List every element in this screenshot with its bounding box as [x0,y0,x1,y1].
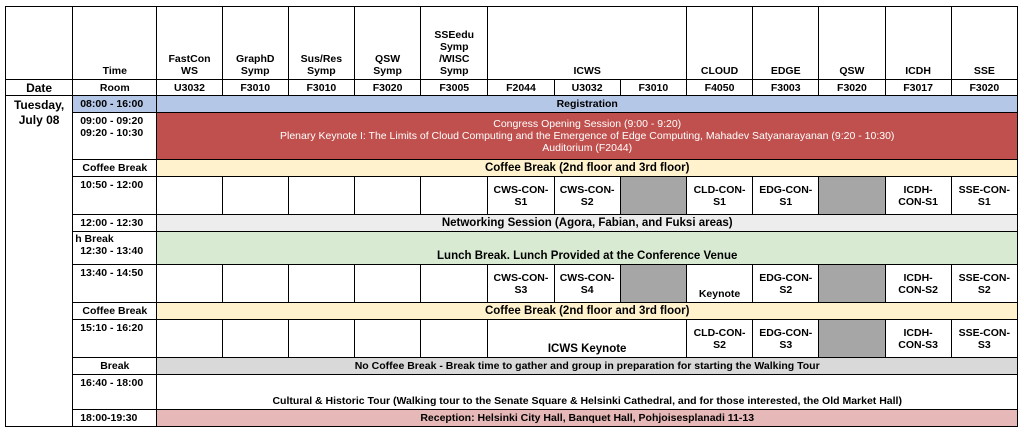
session-row-2 [6,265,1018,303]
session1-susres [288,177,354,215]
room-fastcon: U3032 [157,80,222,96]
room-susres: F3010 [288,80,354,96]
session3-edge: EDG-CON- S3 [753,320,819,358]
date-cell: Tuesday, July 08 [6,96,73,427]
session1-sseedu [421,177,488,215]
header-date: Date [6,80,73,96]
session2-sse: SSE-CON- S2 [951,265,1017,303]
session1-edge: EDG-CON- S1 [753,177,819,215]
tour-time: 16:40 - 18:00 [73,375,157,410]
tour-row [6,375,1018,410]
room-graphd: F3010 [222,80,288,96]
session1-cloud: CLD-CON- S1 [686,177,752,215]
networking-row [6,215,1018,232]
header-date-blank [6,7,73,80]
opening-time: 09:00 - 09:20 09:20 - 10:30 [73,113,157,160]
session2-qsw-symp [354,265,420,303]
room-cloud: F4050 [686,80,752,96]
session3-time: 15:10 - 16:20 [73,320,157,358]
session1-icws-2: CWS-CON- S2 [554,177,620,215]
lunch-time: h Break 12:30 - 13:40 [73,232,157,265]
header-room: Room [73,80,157,96]
coffee-break-label-1: Coffee Break [73,160,157,177]
session1-time: 10:50 - 12:00 [73,177,157,215]
session1-icws-1: CWS-CON- S1 [488,177,554,215]
registration-time: 08:00 - 16:00 [73,96,157,113]
header-icws: ICWS [488,7,687,80]
registration-cell: Registration [157,96,1018,113]
reception-time: 18:00-19:30 [73,410,157,427]
session2-icws-1: CWS-CON- S3 [488,265,554,303]
session1-icdh: ICDH- CON-S1 [885,177,951,215]
header-edge: EDGE [753,7,819,80]
session3-graphd [222,320,288,358]
session2-qsw-unused [819,265,885,303]
coffee-break-row-2 [6,303,1018,320]
coffee-break-cell-2: Coffee Break (2nd floor and 3rd floor) [157,303,1018,320]
reception-row [6,410,1018,427]
session2-time: 13:40 - 14:50 [73,265,157,303]
session3-qsw-symp [354,320,420,358]
registration-row [6,96,1018,113]
header-qsw-symp: QSW Symp [354,7,420,80]
header-cloud: CLOUD [686,7,752,80]
networking-time: 12:00 - 12:30 [73,215,157,232]
networking-cell: Networking Session (Agora, Fabian, and Fuksi areas) [157,215,1018,232]
header-icdh: ICDH [885,7,951,80]
break-cell: No Coffee Break - Break time to gather and group in preparation for starting the Walking Tour [157,358,1018,375]
session2-susres [288,265,354,303]
header-graphd: GraphD Symp [222,7,288,80]
header-fastcon: FastCon WS [157,7,222,80]
coffee-break-row-1 [6,160,1018,177]
lunch-row [6,232,1018,265]
session1-qsw-unused [819,177,885,215]
break-row [6,358,1018,375]
session2-graphd [222,265,288,303]
session2-icws-2: CWS-CON- S4 [554,265,620,303]
header-row [6,7,1018,80]
session3-sse: SSE-CON- S3 [951,320,1017,358]
room-edge: F3003 [753,80,819,96]
session2-sseedu [421,265,488,303]
session2-cloud-keynote: Keynote [686,265,752,303]
opening-cell: Congress Opening Session (9:00 - 9:20) Plenary Keynote I: The Limits of Cloud Computing and the Emergence of Edge Computing, Mahadev Satyanarayanan (9:20 - 10:30) Auditorium (F2044) [157,113,1018,160]
session2-icdh: ICDH- CON-S2 [885,265,951,303]
session3-cloud: CLD-CON- S2 [686,320,752,358]
opening-row [6,113,1018,160]
header-qsw: QSW [819,7,885,80]
session3-susres [288,320,354,358]
header-time: Time [73,7,157,80]
session1-fastcon [157,177,222,215]
header-sseedu: SSEedu Symp /WISC Symp [421,7,488,80]
lunch-cell: Lunch Break. Lunch Provided at the Conference Venue [157,232,1018,265]
header-sse: SSE [951,7,1017,80]
session2-fastcon [157,265,222,303]
room-row [6,80,1018,96]
session3-icdh: ICDH- CON-S3 [885,320,951,358]
session1-sse: SSE-CON- S1 [951,177,1017,215]
session1-qsw-symp [354,177,420,215]
session3-qsw-unused [819,320,885,358]
session2-edge: EDG-CON- S2 [753,265,819,303]
room-qsw: F3020 [819,80,885,96]
tour-cell: Cultural & Historic Tour (Walking tour to the Senate Square & Helsinki Cathedral, and for those interested, the Old Market Hall) [157,375,1018,410]
reception-cell: Reception: Helsinki City Hall, Banquet Hall, Pohjoisesplanadi 11-13 [157,410,1018,427]
room-qsw-symp: F3020 [354,80,420,96]
session1-graphd [222,177,288,215]
header-susres: Sus/Res Symp [288,7,354,80]
coffee-break-label-2: Coffee Break [73,303,157,320]
room-icws-2: U3032 [554,80,620,96]
session1-icws-3-unused [620,177,686,215]
schedule-table-wrapper [5,6,1018,427]
room-icws-1: F2044 [488,80,554,96]
session-row-3 [6,320,1018,358]
room-icws-3: F3010 [620,80,686,96]
session3-fastcon [157,320,222,358]
session3-sseedu [421,320,488,358]
session2-icws-3-unused [620,265,686,303]
room-sseedu: F3005 [421,80,488,96]
room-icdh: F3017 [885,80,951,96]
room-sse: F3020 [951,80,1017,96]
schedule-table [5,6,1018,427]
break-label: Break [73,358,157,375]
coffee-break-cell-1: Coffee Break (2nd floor and 3rd floor) [157,160,1018,177]
session3-icws-keynote: ICWS Keynote [488,320,687,358]
session-row-1 [6,177,1018,215]
